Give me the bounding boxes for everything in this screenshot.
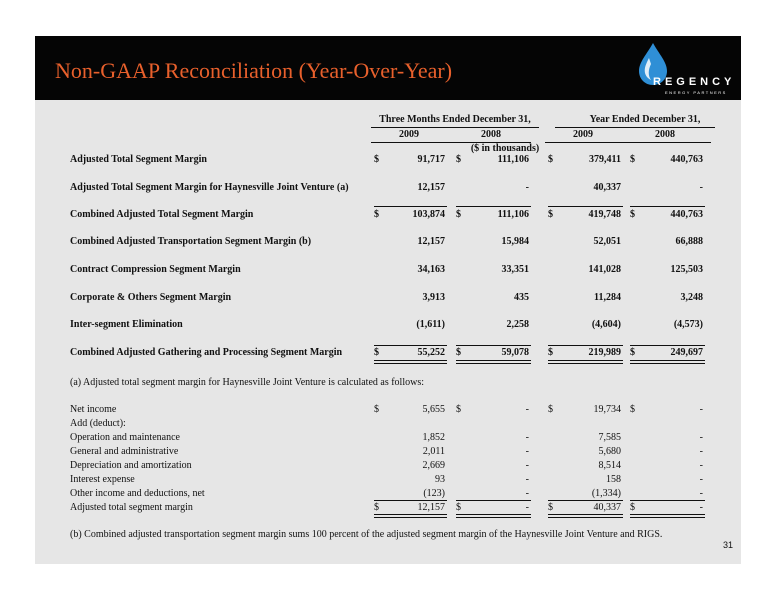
note-a: (a) Adjusted total segment margin for Haynesville Joint Venture is calculated as follows: — [70, 377, 424, 388]
row-label: Inter-segment Elimination — [70, 319, 183, 330]
header-year: 2009 — [573, 129, 593, 140]
detail-label: Adjusted total segment margin — [70, 502, 193, 513]
currency-symbol: $ — [374, 404, 379, 415]
currency-symbol: $ — [630, 347, 635, 358]
divider — [374, 514, 447, 518]
row-label: Combined Adjusted Gathering and Processing Segment Margin — [70, 347, 343, 358]
detail-value: 19,734 — [593, 404, 621, 415]
detail-value: - — [525, 404, 529, 415]
detail-value: 2,011 — [422, 446, 445, 457]
slide-title: Non-GAAP Reconciliation (Year-Over-Year) — [55, 58, 453, 83]
row-value: 12,157 — [417, 182, 445, 193]
detail-value: - — [699, 488, 703, 499]
detail-value: 12,157 — [417, 502, 445, 513]
header-year: 2008 — [481, 129, 501, 140]
currency-symbol: $ — [630, 404, 635, 415]
currency-symbol: $ — [548, 404, 553, 415]
row-value: (1,611) — [416, 319, 445, 330]
row-value: 440,763 — [670, 209, 703, 220]
detail-value: - — [699, 460, 703, 471]
divider — [456, 514, 531, 518]
row-value: 12,157 — [417, 236, 445, 247]
row-value: 34,163 — [417, 264, 445, 275]
detail-value: - — [525, 474, 529, 485]
slide — [35, 36, 741, 564]
divider — [456, 345, 531, 346]
detail-label: Add (deduct): — [70, 418, 126, 429]
row-value: 11,284 — [594, 292, 621, 303]
row-label: Contract Compression Segment Margin — [70, 264, 241, 275]
detail-label: Net income — [70, 404, 117, 415]
row-value: 59,078 — [501, 347, 529, 358]
regency-logo — [629, 40, 739, 98]
divider — [374, 206, 447, 207]
currency-symbol: $ — [456, 209, 461, 220]
divider — [555, 127, 715, 128]
row-label: Combined Adjusted Transportation Segment Margin (b) — [70, 236, 312, 247]
row-value: 66,888 — [675, 236, 703, 247]
currency-symbol: $ — [630, 209, 635, 220]
row-value: 103,874 — [412, 209, 445, 220]
divider — [374, 360, 447, 364]
row-value: 435 — [514, 292, 529, 303]
row-value: 141,028 — [588, 264, 621, 275]
detail-value: - — [699, 502, 703, 513]
divider — [456, 360, 531, 364]
detail-label: Operation and maintenance — [70, 432, 180, 443]
row-value: (4,573) — [673, 319, 703, 330]
row-value: - — [699, 182, 703, 193]
currency-symbol: $ — [456, 404, 461, 415]
row-value: 40,337 — [593, 182, 621, 193]
logo-subtitle: ENERGY PARTNERS — [665, 90, 727, 95]
row-value: 249,697 — [670, 347, 703, 358]
row-value: 15,984 — [501, 236, 529, 247]
currency-symbol: $ — [374, 502, 379, 513]
detail-value: - — [699, 432, 703, 443]
detail-value: - — [525, 502, 529, 513]
row-label: Combined Adjusted Total Segment Margin — [70, 209, 254, 220]
row-value: 419,748 — [588, 209, 621, 220]
row-value: 219,989 — [588, 347, 621, 358]
detail-value: 158 — [606, 474, 621, 485]
note-b: (b) Combined adjusted transportation segment margin sums 100 percent of the adjusted segment margin of the Haynesville Joint Venture and RIGS. — [70, 529, 663, 540]
divider — [548, 345, 623, 346]
divider — [548, 500, 623, 501]
detail-value: - — [699, 404, 703, 415]
detail-value: 5,655 — [422, 404, 445, 415]
detail-label: Other income and deductions, net — [70, 488, 205, 499]
divider — [374, 345, 447, 346]
divider — [456, 500, 531, 501]
row-value: 91,717 — [417, 154, 445, 165]
page-number: 31 — [722, 540, 733, 550]
currency-symbol: $ — [548, 347, 553, 358]
detail-value: (1,334) — [591, 488, 621, 499]
currency-symbol: $ — [374, 154, 379, 165]
detail-value: (123) — [423, 488, 445, 499]
detail-value: 93 — [435, 474, 445, 485]
detail-label: Interest expense — [70, 474, 135, 485]
divider — [374, 500, 447, 501]
logo-wordmark: REGENCY — [653, 76, 736, 88]
row-value: 3,248 — [680, 292, 703, 303]
row-value: 3,913 — [422, 292, 445, 303]
row-value: 111,106 — [497, 209, 529, 220]
detail-value: 5,680 — [598, 446, 621, 457]
currency-symbol: $ — [456, 154, 461, 165]
slide-header — [35, 36, 741, 100]
row-value: 379,411 — [589, 154, 621, 165]
divider — [548, 360, 623, 364]
divider — [548, 514, 623, 518]
currency-symbol: $ — [548, 502, 553, 513]
currency-symbol: $ — [374, 209, 379, 220]
divider — [630, 206, 705, 207]
divider — [456, 206, 531, 207]
currency-symbol: $ — [374, 347, 379, 358]
header-group-year: Year Ended December 31, — [589, 114, 701, 125]
divider — [548, 206, 623, 207]
row-label: Corporate & Others Segment Margin — [70, 292, 232, 303]
header-year: 2008 — [655, 129, 675, 140]
row-value: - — [525, 182, 529, 193]
detail-label: Depreciation and amortization — [70, 460, 192, 471]
currency-symbol: $ — [630, 154, 635, 165]
row-value: (4,604) — [591, 319, 621, 330]
row-label: Adjusted Total Segment Margin for Haynesville Joint Venture (a) — [70, 182, 349, 193]
divider — [630, 360, 705, 364]
detail-value: 40,337 — [593, 502, 621, 513]
divider — [630, 345, 705, 346]
row-value: 2,258 — [506, 319, 529, 330]
divider — [371, 127, 539, 128]
divider — [630, 500, 705, 501]
detail-value: 2,669 — [422, 460, 445, 471]
currency-symbol: $ — [548, 209, 553, 220]
currency-symbol: $ — [630, 502, 635, 513]
detail-value: 8,514 — [598, 460, 621, 471]
row-value: 440,763 — [670, 154, 703, 165]
detail-value: 1,852 — [422, 432, 445, 443]
detail-value: - — [699, 474, 703, 485]
detail-value: 7,585 — [598, 432, 621, 443]
divider — [630, 514, 705, 518]
row-value: 125,503 — [670, 264, 703, 275]
currency-symbol: $ — [456, 347, 461, 358]
detail-value: - — [699, 446, 703, 457]
row-label: Adjusted Total Segment Margin — [70, 154, 207, 165]
detail-value: - — [525, 488, 529, 499]
currency-symbol: $ — [548, 154, 553, 165]
row-value: 33,351 — [501, 264, 529, 275]
detail-value: - — [525, 432, 529, 443]
row-value: 52,051 — [593, 236, 621, 247]
units-label: ($ in thousands) — [470, 143, 540, 154]
row-value: 55,252 — [417, 347, 445, 358]
detail-label: General and administrative — [70, 446, 179, 457]
header-group-three-months: Three Months Ended December 31, — [379, 114, 531, 125]
detail-value: - — [525, 460, 529, 471]
detail-value: - — [525, 446, 529, 457]
header-year: 2009 — [399, 129, 419, 140]
currency-symbol: $ — [456, 502, 461, 513]
row-value: 111,106 — [497, 154, 529, 165]
